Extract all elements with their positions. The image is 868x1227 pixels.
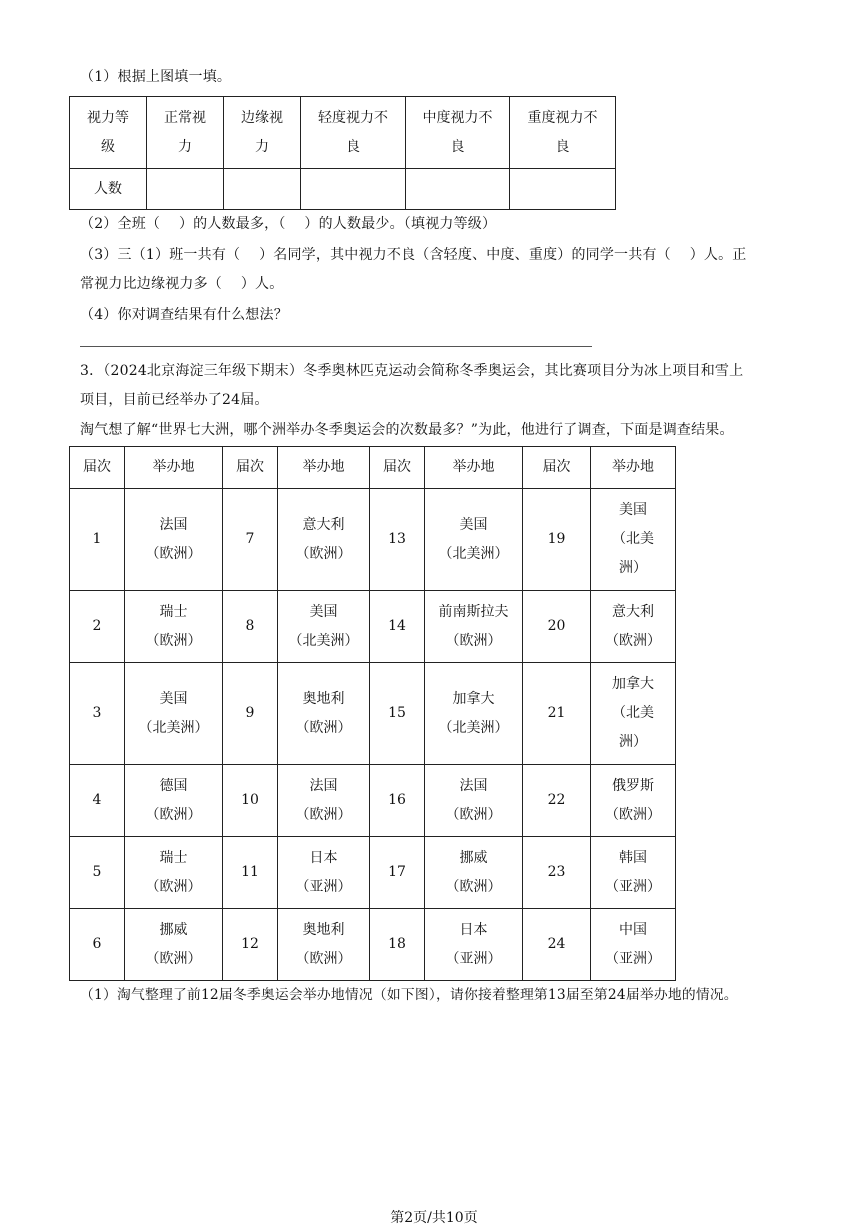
edition-cell: 22 — [523, 765, 591, 837]
edition-cell: 12 — [223, 909, 278, 981]
edition-cell: 3 — [70, 663, 125, 765]
host-cell: 美国 （北美洲） — [425, 489, 523, 591]
vision-header-cell: 边缘视 力 — [224, 97, 301, 169]
host-cell: 加拿大 （北美洲） — [425, 663, 523, 765]
edition-cell: 16 — [370, 765, 425, 837]
table-row — [70, 591, 676, 663]
host-cell: 日本 （亚洲） — [278, 837, 370, 909]
host-cell: 意大利 （欧洲） — [278, 489, 370, 591]
vision-table-count-row — [70, 169, 616, 210]
answer-blank-cell[interactable] — [510, 169, 616, 210]
answer-blank-cell[interactable] — [301, 169, 406, 210]
olympics-table — [69, 446, 676, 981]
host-cell: 法国 （欧洲） — [125, 489, 223, 591]
edition-cell: 23 — [523, 837, 591, 909]
edition-cell: 19 — [523, 489, 591, 591]
edition-cell: 11 — [223, 837, 278, 909]
answer-blank-cell[interactable] — [224, 169, 301, 210]
host-cell: 加拿大 （北美 洲） — [591, 663, 676, 765]
answer-blank-cell[interactable] — [147, 169, 224, 210]
column-header: 届次 — [523, 447, 591, 489]
column-header: 举办地 — [125, 447, 223, 489]
question-1-2: （2）全班（ ）的人数最多，（ ）的人数最少。（填视力等级） — [80, 216, 497, 232]
vision-header-cell: 中度视力不 良 — [406, 97, 510, 169]
edition-cell: 4 — [70, 765, 125, 837]
host-cell: 日本 （亚洲） — [425, 909, 523, 981]
host-cell: 中国 （亚洲） — [591, 909, 676, 981]
page-footer: 第2页/共10页 — [390, 1210, 478, 1226]
edition-cell: 18 — [370, 909, 425, 981]
table-row — [70, 765, 676, 837]
column-header: 举办地 — [591, 447, 676, 489]
column-header: 届次 — [370, 447, 425, 489]
host-cell: 瑞士 （欧洲） — [125, 837, 223, 909]
question-3-intro-line2: 项目，目前已经举办了24届。 — [80, 392, 269, 408]
vision-table — [69, 96, 616, 210]
question-1-3-line2: 常视力比边缘视力多（ ）人。 — [80, 276, 284, 292]
host-cell: 法国 （欧洲） — [278, 765, 370, 837]
host-cell: 德国 （欧洲） — [125, 765, 223, 837]
host-cell: 美国 （北美洲） — [278, 591, 370, 663]
edition-cell: 2 — [70, 591, 125, 663]
vision-header-cell: 视力等 级 — [70, 97, 147, 169]
olympics-table-header-row — [70, 447, 676, 489]
vision-row-label: 人数 — [70, 169, 147, 210]
host-cell: 挪威 （欧洲） — [125, 909, 223, 981]
host-cell: 俄罗斯 （欧洲） — [591, 765, 676, 837]
answer-blank-cell[interactable] — [406, 169, 510, 210]
host-cell: 瑞士 （欧洲） — [125, 591, 223, 663]
column-header: 举办地 — [278, 447, 370, 489]
host-cell: 前南斯拉夫 （欧洲） — [425, 591, 523, 663]
host-cell: 法国 （欧洲） — [425, 765, 523, 837]
host-cell: 奥地利 （欧洲） — [278, 909, 370, 981]
edition-cell: 1 — [70, 489, 125, 591]
vision-header-cell: 轻度视力不 良 — [301, 97, 406, 169]
host-cell: 奥地利 （欧洲） — [278, 663, 370, 765]
host-cell: 美国 （北美 洲） — [591, 489, 676, 591]
edition-cell: 9 — [223, 663, 278, 765]
edition-cell: 8 — [223, 591, 278, 663]
edition-cell: 24 — [523, 909, 591, 981]
vision-header-cell: 正常视 力 — [147, 97, 224, 169]
host-cell: 挪威 （欧洲） — [425, 837, 523, 909]
column-header: 届次 — [223, 447, 278, 489]
table-row — [70, 909, 676, 981]
edition-cell: 5 — [70, 837, 125, 909]
host-cell: 意大利 （欧洲） — [591, 591, 676, 663]
host-cell: 韩国 （亚洲） — [591, 837, 676, 909]
edition-cell: 10 — [223, 765, 278, 837]
edition-cell: 7 — [223, 489, 278, 591]
edition-cell: 17 — [370, 837, 425, 909]
table-row — [70, 837, 676, 909]
host-cell: 美国 （北美洲） — [125, 663, 223, 765]
vision-table-header-row — [70, 97, 616, 169]
edition-cell: 15 — [370, 663, 425, 765]
question-1-4: （4）你对调查结果有什么想法？ — [80, 307, 288, 323]
question-3-intro-line1: 3．（2024北京海淀三年级下期末）冬季奥林匹克运动会简称冬季奥运会，其比赛项目分为冰上项目和雪上 — [80, 363, 744, 379]
column-header: 届次 — [70, 447, 125, 489]
question-3-1: （1）淘气整理了前12届冬季奥运会举办地情况（如下图），请你接着整理第13届至第24届举办地的情况。 — [80, 987, 738, 1003]
edition-cell: 6 — [70, 909, 125, 981]
table-row — [70, 489, 676, 591]
answer-line[interactable] — [80, 346, 592, 347]
edition-cell: 14 — [370, 591, 425, 663]
edition-cell: 13 — [370, 489, 425, 591]
edition-cell: 20 — [523, 591, 591, 663]
question-1-1: （1）根据上图填一填。 — [80, 69, 232, 85]
vision-header-cell: 重度视力不 良 — [510, 97, 616, 169]
question-1-3-line1: （3）三（1）班一共有（ ）名同学，其中视力不良（含轻度、中度、重度）的同学一共有（ ）人。正 — [80, 247, 747, 263]
question-3-intro-line3: 淘气想了解“世界七大洲，哪个洲举办冬季奥运会的次数最多？”为此，他进行了调查，下面是调查结果。 — [80, 422, 734, 438]
table-row — [70, 663, 676, 765]
edition-cell: 21 — [523, 663, 591, 765]
column-header: 举办地 — [425, 447, 523, 489]
